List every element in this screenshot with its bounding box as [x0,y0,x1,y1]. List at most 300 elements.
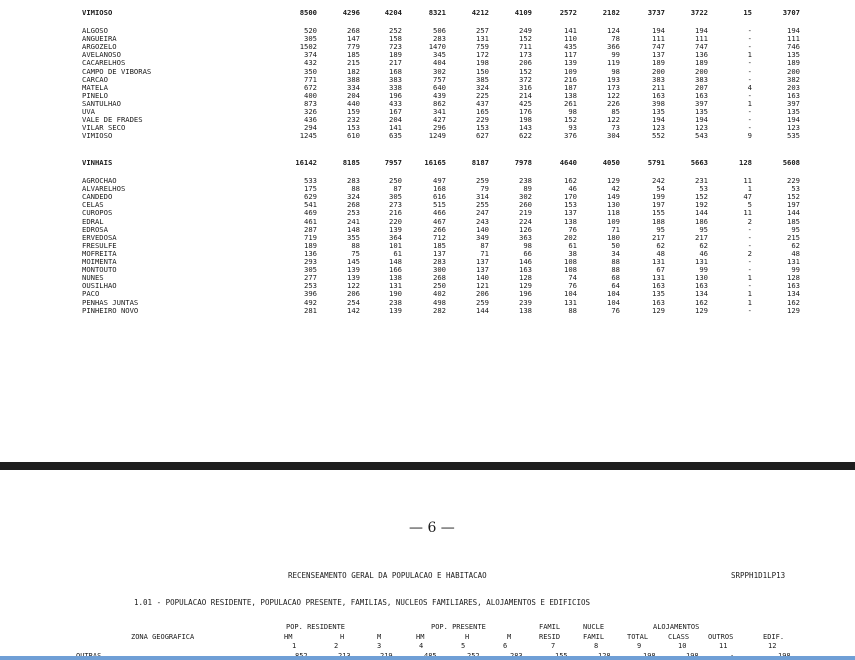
cell-value: 67 [656,265,665,275]
cell-value: 440 [347,98,360,108]
cell-value: 215 [787,232,800,242]
cell-value: 224 [519,216,532,226]
cell-value: 316 [519,82,532,92]
header-col-number: 12 [768,642,777,650]
cell-value: 461 [304,216,317,226]
cell-value: 226 [607,98,620,108]
cell-value: 9 [747,131,752,141]
cell-value: 243 [476,216,489,226]
cell-value: 261 [564,98,577,108]
cell-value: - [747,26,752,35]
cell-value: 148 [347,224,360,234]
cell-value: 122 [347,281,360,291]
cell-value: 130 [695,273,708,283]
cell-value: 34 [611,248,620,258]
row-name: CAMPO DE VIBORAS [82,66,152,76]
cell-value: 196 [389,90,402,100]
cell-value: 249 [519,26,532,35]
cell-value: 1470 [428,42,446,52]
row-name: UVA [82,107,95,116]
cell-value: - [747,240,752,250]
cell-value: 131 [695,257,708,266]
cell-value: 247 [476,208,489,218]
cell-value: 187 [564,82,577,92]
cell-value: 146 [519,257,532,266]
cell-value: 189 [389,50,402,60]
cell-value: 76 [568,224,577,234]
cell-value: 172 [476,50,489,60]
cell-value: 130 [607,200,620,210]
cell-value: 747 [695,42,708,52]
table-row [0,131,855,140]
header-class: CLASS [668,633,690,641]
cell-value: 88 [568,305,577,315]
cell-value: 238 [519,176,532,185]
row-name: OUSILHAO [82,281,117,291]
header-resid: RESID [539,633,561,641]
cell-value: 382 [787,74,800,84]
cell-value: - [747,224,752,234]
cell-value: 268 [347,26,360,35]
cell-value: 427 [433,115,446,125]
cell-value: 194 [787,115,800,125]
row-name: SANTULHAO [82,98,121,108]
cell-value: 326 [304,107,317,116]
cell-value: 62 [656,240,665,250]
row-name: PACO [82,289,100,299]
cell-value: 11 [743,208,752,218]
cell-value: 159 [347,107,360,116]
cell-value: 192 [695,200,708,210]
cell-value: 148 [389,257,402,266]
cell-value: 206 [347,289,360,299]
cell-value: 268 [433,273,446,283]
cell-value: 296 [433,123,446,133]
cell-value: 383 [389,74,402,84]
cell-value: 163 [787,90,800,100]
cell-value: 232 [347,115,360,125]
cell-value: 432 [304,58,317,68]
cell-value: 241 [347,216,360,226]
cell-value: 139 [564,58,577,68]
header-outros: OUTROS [708,633,734,641]
header-col-number: 6 [503,642,508,650]
cell-value: 76 [568,281,577,291]
cell-value: 180 [607,232,620,242]
cell-value: 300 [433,265,446,275]
row-name: CACARELHOS [82,58,126,68]
cell-value: 4204 [384,8,402,17]
cell-value: 68 [611,273,620,283]
cell-value: 260 [519,200,532,210]
cell-value: 253 [347,208,360,218]
cell-value: 466 [433,208,446,218]
cell-value: 131 [652,257,665,266]
cell-value: 137 [476,257,489,266]
cell-value: 8500 [299,8,317,17]
cell-value: 42 [611,184,620,194]
cell-value: 85 [611,107,620,116]
cell-value: 194 [695,115,708,125]
cell-value: 131 [389,281,402,291]
cell-value: 383 [652,74,665,84]
cell-value: 207 [695,82,708,92]
cell-value: 7957 [384,158,402,167]
cell-value: 1 [747,184,752,194]
cell-value: 108 [564,265,577,275]
total-row [0,8,855,17]
cell-value: 176 [519,107,532,116]
cell-value: 144 [787,208,800,218]
cell-value: 144 [476,305,489,315]
cell-value: 388 [347,74,360,84]
cell-value: 1 [747,297,752,307]
row-name: AGROCHAO [82,176,117,185]
row-name: MONTOUTO [82,265,117,275]
cell-value: 163 [695,281,708,291]
header-hm2: HM [416,633,425,641]
cell-value: 47 [743,192,752,202]
cell-value: 349 [476,232,489,242]
cell-value: 873 [304,98,317,108]
cell-value: 99 [611,50,620,60]
cell-value: 202 [564,232,577,242]
cell-value: 1249 [428,131,446,141]
cell-value: 166 [389,265,402,275]
cell-value: 398 [652,98,665,108]
row-name: MOFREITA [82,248,117,258]
cell-value: 95 [699,224,708,234]
cell-value: 5791 [647,158,665,167]
cell-value: 217 [695,232,708,242]
cell-value: 3722 [690,8,708,17]
cell-value: - [747,34,752,44]
cell-value: 110 [564,34,577,44]
cell-value: 138 [564,216,577,226]
cell-value: 2182 [602,8,620,17]
cell-value: 124 [607,26,620,35]
cell-value: 194 [695,26,708,35]
cell-value: 302 [519,192,532,202]
cell-value: 131 [564,297,577,307]
cell-value: 185 [787,216,800,226]
cell-value: 433 [389,98,402,108]
cell-value: 287 [304,224,317,234]
row-name: CELAS [82,200,104,210]
header-col-number: 5 [461,642,466,650]
cell-value: 62 [791,240,800,250]
cell-value: 1502 [299,42,317,52]
cell-value: 439 [433,90,446,100]
cell-value: 129 [787,305,800,315]
cell-value: 167 [389,107,402,116]
cell-value: 134 [695,289,708,299]
cell-value: 1 [747,98,752,108]
cell-value: 139 [389,224,402,234]
cell-value: 204 [347,90,360,100]
cell-value: 281 [304,305,317,315]
cell-value: 48 [656,248,665,258]
cell-value: 135 [652,107,665,116]
cell-value: 402 [433,289,446,299]
cell-value: 436 [304,115,317,125]
cell-value: 194 [652,26,665,35]
cell-value: 273 [389,200,402,210]
cell-value: 255 [476,200,489,210]
row-name: CANDEDO [82,192,113,202]
cell-value: 104 [607,297,620,307]
cell-value: 46 [699,248,708,258]
cell-value: 98 [611,66,620,76]
row-name: PINHEIRO NOVO [82,305,139,315]
header-col-number: 8 [594,642,599,650]
cell-value: 498 [433,297,446,307]
cell-value: 163 [652,297,665,307]
row-name: PENHAS JUNTAS [82,297,139,307]
cell-value: 129 [607,176,620,185]
cell-value: 533 [304,176,317,185]
cell-value: 123 [695,123,708,133]
cell-value: 305 [304,34,317,44]
cell-value: 541 [304,200,317,210]
cell-value: 8321 [428,8,446,17]
header-col-number: 7 [551,642,556,650]
cell-value: 190 [389,289,402,299]
cell-value: 48 [791,248,800,258]
cell-value: 2 [747,248,752,258]
row-name: ARGOZELO [82,42,117,52]
cell-value: 535 [787,131,800,141]
cell-value: 640 [433,82,446,92]
cell-value: 404 [433,58,446,68]
cell-value: 282 [433,305,446,315]
cell-value: 294 [304,123,317,133]
cell-value: 137 [564,208,577,218]
cell-value: 206 [519,58,532,68]
cell-value: - [747,42,752,52]
row-name: VILAR SECO [82,123,126,133]
cell-value: 4 [747,82,752,92]
cell-value: 469 [304,208,317,218]
cell-value: 283 [433,34,446,44]
cell-value: 16165 [424,158,446,167]
cell-value: 515 [433,200,446,210]
cell-value: 163 [787,281,800,291]
header-famil: FAMIL [539,623,561,631]
cell-value: - [747,107,752,116]
cell-value: 138 [519,305,532,315]
cell-value: 189 [652,58,665,68]
cell-value: 672 [304,82,317,92]
cell-value: 305 [389,192,402,202]
cell-value: 324 [347,192,360,202]
cell-value: 397 [695,98,708,108]
cell-value: 355 [347,232,360,242]
cell-value: 123 [652,123,665,133]
cell-value: 163 [652,281,665,291]
cell-value: 200 [787,66,800,76]
cell-value: 38 [568,248,577,258]
cell-value: 2572 [559,8,577,17]
header-h2: H [465,633,470,641]
cell-value: 5663 [690,158,708,167]
cell-value: 196 [519,289,532,299]
header-edif: EDIF. [763,633,785,641]
cell-value: 138 [389,273,402,283]
cell-value: 175 [304,184,317,194]
cell-value: 104 [607,289,620,299]
cell-value: 62 [699,240,708,250]
cell-value: 152 [519,34,532,44]
cell-value: 143 [519,123,532,133]
cell-value: 155 [652,208,665,218]
cell-value: 364 [389,232,402,242]
cell-value: 128 [787,273,800,283]
cell-value: 79 [480,184,489,194]
row-name: MATELA [82,82,108,92]
cell-value: 99 [791,265,800,275]
cell-value: 396 [304,289,317,299]
header-hm1: HM [284,633,293,641]
cell-value: 185 [433,240,446,250]
row-name: AVELANOSO [82,50,121,60]
cell-value: 385 [476,74,489,84]
row-name: ALVARELHOS [82,184,126,194]
cell-value: 231 [695,176,708,185]
cell-value: 109 [607,216,620,226]
cell-value: 363 [519,232,532,242]
row-name: FRESULFE [82,240,117,250]
cell-value: 5608 [782,158,800,167]
cell-value: 215 [347,58,360,68]
cell-value: 88 [351,240,360,250]
cell-value: 198 [476,58,489,68]
cell-value: 46 [568,184,577,194]
cell-value: 129 [695,305,708,315]
cell-value: 268 [347,200,360,210]
cell-value: 250 [433,281,446,291]
header-pop-presente: POP. PRESENTE [431,623,486,631]
cell-value: 492 [304,297,317,307]
cell-value: 99 [699,265,708,275]
cell-value: 128 [739,158,752,167]
cell-value: 163 [652,90,665,100]
cell-value: 137 [433,248,446,258]
cell-value: 216 [389,208,402,218]
taskbar [0,656,855,660]
cell-value: 182 [347,66,360,76]
row-name: VIMIOSO [82,131,113,141]
cell-value: 185 [347,50,360,60]
report-code: SRPPH1D1LP13 [731,571,786,580]
cell-value: 121 [476,281,489,291]
cell-value: 173 [519,50,532,60]
cell-value: 610 [347,131,360,141]
cell-value: 253 [304,281,317,291]
cell-value: 162 [695,297,708,307]
row-name: EDROSA [82,224,108,234]
cell-value: 194 [652,115,665,125]
cell-value: 711 [519,42,532,52]
cell-value: 629 [304,192,317,202]
cell-value: 140 [476,224,489,234]
cell-value: 123 [787,123,800,133]
cell-value: - [747,265,752,275]
cell-value: 71 [480,248,489,258]
cell-value: 53 [699,184,708,194]
cell-value: 54 [656,184,665,194]
cell-value: 4212 [471,8,489,17]
cell-value: 283 [433,257,446,266]
cell-value: 61 [393,248,402,258]
cell-value: 338 [389,82,402,92]
cell-value: 137 [476,265,489,275]
cell-value: 111 [695,34,708,44]
cell-value: 189 [695,58,708,68]
row-name: VALE DE FRADES [82,115,143,125]
cell-value: - [747,115,752,125]
cell-value: 862 [433,98,446,108]
cell-value: 88 [611,257,620,266]
cell-value: 153 [564,200,577,210]
cell-value: 214 [519,90,532,100]
cell-value: 150 [476,66,489,76]
cell-value: 95 [656,224,665,234]
cell-value: 168 [433,184,446,194]
cell-value: 7978 [514,158,532,167]
row-name: PINELO [82,90,108,100]
cell-value: 135 [787,50,800,60]
cell-value: 635 [389,131,402,141]
header-col-number: 2 [334,642,339,650]
cell-value: 131 [787,257,800,266]
cell-value: 152 [787,192,800,202]
cell-value: 173 [607,82,620,92]
cell-value: 135 [652,289,665,299]
cell-value: 719 [304,232,317,242]
row-name: MOIMENTA [82,257,117,266]
cell-value: 366 [607,42,620,52]
cell-value: 153 [476,123,489,133]
header-col-number: 4 [419,642,424,650]
cell-value: 131 [652,273,665,283]
header-famil2: FAMIL [583,633,605,641]
cell-value: 87 [393,184,402,194]
cell-value: 198 [519,115,532,125]
cell-value: 746 [787,42,800,52]
cell-value: 108 [564,257,577,266]
cell-value: 206 [476,289,489,299]
row-name: CUROPOS [82,208,113,218]
cell-value: 136 [695,50,708,60]
cell-value: 129 [652,305,665,315]
cell-value: 76 [611,305,620,315]
cell-value: - [747,123,752,133]
row-name: VINHAIS [82,158,113,167]
cell-value: - [747,257,752,266]
page-divider [0,462,855,470]
cell-value: 11 [743,176,752,185]
cell-value: 219 [519,208,532,218]
cell-value: 111 [652,34,665,44]
cell-value: 8187 [471,158,489,167]
cell-value: 229 [476,115,489,125]
cell-value: 93 [568,123,577,133]
cell-value: 141 [564,26,577,35]
cell-value: 137 [652,50,665,60]
cell-value: 552 [652,131,665,141]
cell-value: - [747,305,752,315]
